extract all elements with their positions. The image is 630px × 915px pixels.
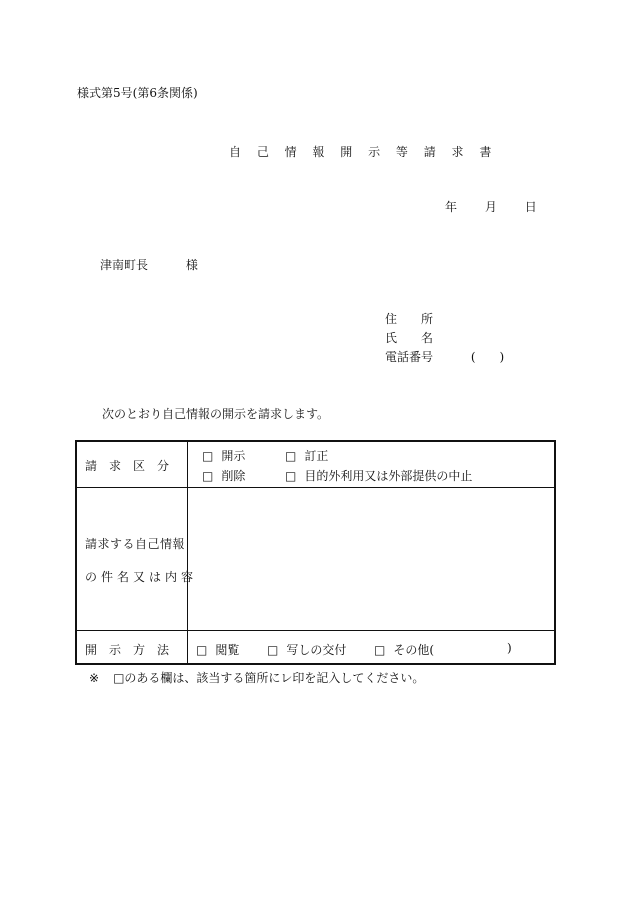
option-correction[interactable] xyxy=(285,447,328,464)
option-disclosure[interactable] xyxy=(202,447,245,464)
row-divider xyxy=(77,630,554,631)
date-day-field[interactable]: 日 xyxy=(524,200,537,214)
date-year-field[interactable]: 年 xyxy=(445,200,458,214)
method-viewing-label: 閲覧 xyxy=(215,643,240,657)
address-row[interactable] xyxy=(385,310,504,329)
applicant-block xyxy=(385,310,504,367)
method-label: 開 示 方 法 xyxy=(85,643,170,657)
checkbox-icon[interactable]: □ xyxy=(202,469,214,483)
footnote xyxy=(89,669,424,686)
form-number: 様式第5号(第6条関係) xyxy=(77,86,198,100)
document-title: 自 己 情 報 開 示 等 請 求 書 xyxy=(229,145,498,159)
phone-label: 電話番号 xyxy=(385,350,434,364)
addressee xyxy=(100,256,198,273)
subject-content-field[interactable] xyxy=(188,488,554,630)
checkbox-icon[interactable]: □ xyxy=(267,643,279,657)
phone-row[interactable] xyxy=(385,348,504,367)
method-other-close-paren: ) xyxy=(507,641,512,655)
checkbox-icon[interactable]: □ xyxy=(285,449,297,463)
method-viewing[interactable] xyxy=(196,641,239,658)
phone-area-code-paren: ( ) xyxy=(470,350,505,364)
method-copy-label: 写しの交付 xyxy=(286,643,347,657)
name-row[interactable] xyxy=(385,329,504,348)
note-text: □のある欄は、該当する箇所にレ印を記入してください。 xyxy=(113,671,425,685)
option-correction-label: 訂正 xyxy=(304,449,329,463)
checkbox-icon[interactable]: □ xyxy=(374,643,386,657)
checkbox-icon[interactable]: □ xyxy=(196,643,208,657)
note-mark: ※ xyxy=(89,671,100,685)
method-copy[interactable] xyxy=(267,641,346,658)
addressee-name: 津南町長 xyxy=(100,258,149,272)
request-form-table xyxy=(75,440,556,665)
option-deletion[interactable] xyxy=(202,467,245,484)
address-label: 住 所 xyxy=(385,312,434,326)
addressee-honorific: 様 xyxy=(185,258,198,272)
name-label: 氏 名 xyxy=(385,331,434,345)
request-type-label: 請 求 区 分 xyxy=(85,459,170,473)
subject-label-line2: の件名又は内容 xyxy=(85,570,198,584)
option-stop-use-label: 目的外利用又は外部提供の中止 xyxy=(304,469,473,483)
option-deletion-label: 削除 xyxy=(221,469,246,483)
date-line xyxy=(445,198,537,215)
date-month-field[interactable]: 月 xyxy=(484,200,497,214)
intro-text: 次のとおり自己情報の開示を請求します。 xyxy=(102,407,330,421)
option-disclosure-label: 開示 xyxy=(221,449,246,463)
subject-label-line1: 請求する自己情報 xyxy=(85,537,186,551)
method-other[interactable] xyxy=(374,641,434,658)
checkbox-icon[interactable]: □ xyxy=(202,449,214,463)
checkbox-icon[interactable]: □ xyxy=(285,469,297,483)
option-stop-use[interactable] xyxy=(285,467,472,484)
method-other-label: その他( xyxy=(393,643,435,657)
